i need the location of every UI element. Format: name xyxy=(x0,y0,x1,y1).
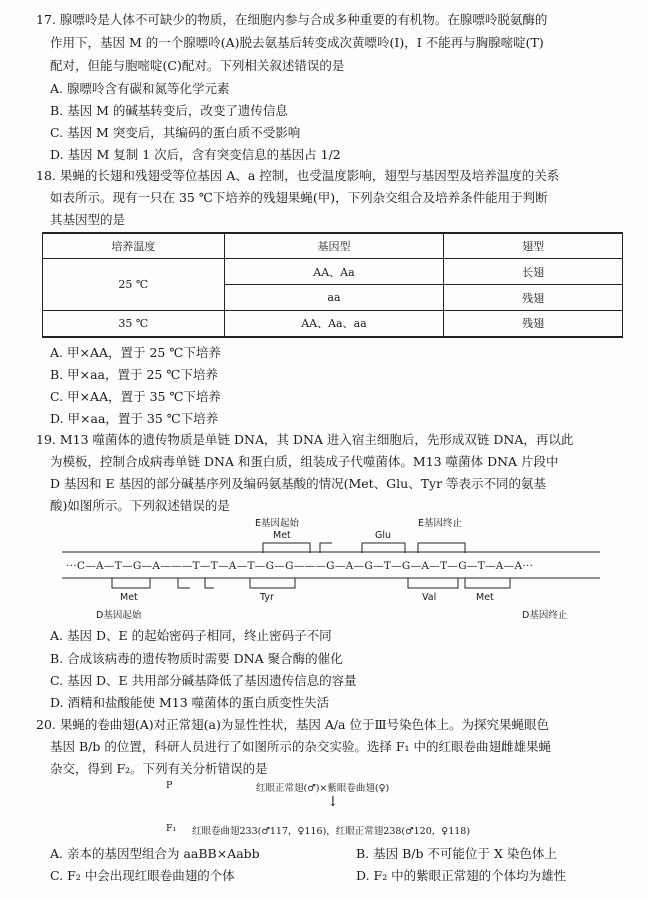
q18-option-d: D. 甲×aa，置于 35 ℃下培养 xyxy=(50,411,219,426)
q18-stem-line-1: 18. 果蝇的长翅和残翅受等位基因 A、a 控制，也受温度影响，翅型与基因型及培养温度的关系 xyxy=(36,168,560,183)
q18-option-a: A. 甲×AA，置于 25 ℃下培养 xyxy=(50,345,221,360)
q18-stem-line-3: 其基因型的是 xyxy=(50,212,126,227)
amino-acid-met-bottom-2: Met xyxy=(476,592,494,603)
amino-acid-val: Val xyxy=(422,592,437,603)
cross-f1-result: 红眼卷曲翅233(♂117，♀116)，红眼正常翅238(♂120，♀118) xyxy=(192,826,471,837)
genotype-table xyxy=(42,232,623,338)
q19-option-a: A. 基因 D、E 的起始密码子相同，终止密码子不同 xyxy=(50,628,332,643)
e-gene-end-label: E基因终止 xyxy=(418,518,463,529)
q19-stem-line-4: 酸)如图所示。下列叙述错误的是 xyxy=(50,498,230,513)
q18-option-b: B. 甲×aa，置于 25 ℃下培养 xyxy=(50,367,218,382)
q19-option-d: D. 酒精和盐酸能使 M13 噬菌体的蛋白质变性失活 xyxy=(50,695,330,710)
gene-overlap-diagram xyxy=(0,512,648,624)
table-header-temperature: 培养温度 xyxy=(43,233,225,259)
q17-option-c: C. 基因 M 突变后，其编码的蛋白质不受影响 xyxy=(50,125,301,140)
q19-option-b: B. 合成该病毒的遗传物质时需要 DNA 聚合酶的催化 xyxy=(50,651,343,666)
q18-stem-line-2: 如表所示。现有一只在 35 ℃下培养的残翅果蝇(甲)，下列杂交组合及培养条件能用于判断 xyxy=(50,190,548,205)
table-cell-temp-35: 35 ℃ xyxy=(43,311,225,337)
q19-stem-line-3: D 基因和 E 基因的部分碱基序列及编码氨基酸的情况(Met、Glu、Tyr 等表示不同的氨基 xyxy=(50,476,547,491)
e-gene-start-label: E基因起始 xyxy=(255,518,300,529)
cross-f1-label: F₁ xyxy=(166,823,177,834)
amino-acid-glu: Glu xyxy=(375,530,392,541)
q19-option-c: C. 基因 D、E 共用部分碱基降低了基因遗传信息的容量 xyxy=(50,673,357,688)
amino-acid-tyr: Tyr xyxy=(260,592,274,603)
table-header-wing: 翅型 xyxy=(444,233,623,259)
q17-option-b: B. 基因 M 的碱基转变后，改变了遗传信息 xyxy=(50,103,288,118)
amino-acid-met-top: Met xyxy=(273,530,291,541)
table-cell-genotype-3: AA、Aa、aa xyxy=(224,311,444,337)
q20-stem-line-3: 杂交，得到 F₂。下列有关分析错误的是 xyxy=(50,761,268,776)
table-cell-genotype-2: aa xyxy=(224,285,444,311)
table-cell-temp-25: 25 ℃ xyxy=(43,259,225,311)
table-cell-wing-1: 长翅 xyxy=(444,259,623,285)
q20-option-b: B. 基因 B/b 不可能位于 X 染色体上 xyxy=(356,846,557,861)
q17-option-d: D. 基因 M 复制 1 次后，含有突变信息的基因占 1/2 xyxy=(50,147,341,162)
q17-stem-line-1: 17. 腺嘌呤是人体不可缺少的物质，在细胞内参与合成多种重要的有机物。在腺嘌呤脱氨酶的 xyxy=(36,12,548,27)
d-gene-end-label: D基因终止 xyxy=(522,610,568,621)
q20-option-c: C. F₂ 中会出现红眼卷曲翅的个体 xyxy=(50,868,235,883)
q17-option-a: A. 腺嘌呤含有碳和氮等化学元素 xyxy=(50,81,230,96)
amino-acid-met-bottom: Met xyxy=(120,592,138,603)
q17-stem-line-2: 作用下，基因 M 的一个腺嘌呤(A)脱去氨基后转变成次黄嘌呤(I)，I 不能再与胸腺嘧啶(T) xyxy=(50,35,544,50)
table-cell-genotype-1: AA、Aa xyxy=(224,259,444,285)
table-cell-wing-2: 残翅 xyxy=(444,285,623,311)
cross-p-label: P xyxy=(166,780,173,791)
q19-stem-line-1: 19. M13 噬菌体的遗传物质是单链 DNA，其 DNA 进入宿主细胞后，先形成双链 DNA，再以此 xyxy=(36,432,574,447)
q20-stem-line-1: 20. 果蝇的卷曲翅(A)对正常翅(a)为显性性状，基因 A/a 位于Ⅲ号染色体上。为探究果蝇眼色 xyxy=(36,717,550,732)
d-gene-start-label: D基因起始 xyxy=(96,610,142,621)
cross-arrow-icon: ↓ xyxy=(327,794,339,810)
table-header-genotype: 基因型 xyxy=(224,233,444,259)
q18-option-c: C. 甲×AA，置于 35 ℃下培养 xyxy=(50,389,221,404)
dna-sequence: ···C—A—T—G—A———T—T—A—T—G—G———G—A—G—T—G—A—T—G—T—A—A··· xyxy=(66,560,534,572)
q20-option-a: A. 亲本的基因型组合为 aaBB×Aabb xyxy=(50,846,260,861)
q17-stem-line-3: 配对，但能与胞嘧啶(C)配对。下列相关叙述错误的是 xyxy=(50,58,345,73)
q20-option-d: D. F₂ 中的紫眼正常翅的个体均为雄性 xyxy=(356,868,567,883)
table-cell-wing-3: 残翅 xyxy=(444,311,623,337)
q20-stem-line-2: 基因 B/b 的位置，科研人员进行了如图所示的杂交实验。选择 F₁ 中的红眼卷曲翅雌雄果蝇 xyxy=(50,739,551,754)
d-gene-codon-brackets xyxy=(112,578,510,588)
q19-stem-line-2: 为模板，控制合成病毒单链 DNA 和蛋白质，组装成子代噬菌体。M13 噬菌体 DNA 片段中 xyxy=(50,454,559,469)
cross-parents: 红眼正常翅(♂)×紫眼卷曲翅(♀) xyxy=(256,783,390,794)
